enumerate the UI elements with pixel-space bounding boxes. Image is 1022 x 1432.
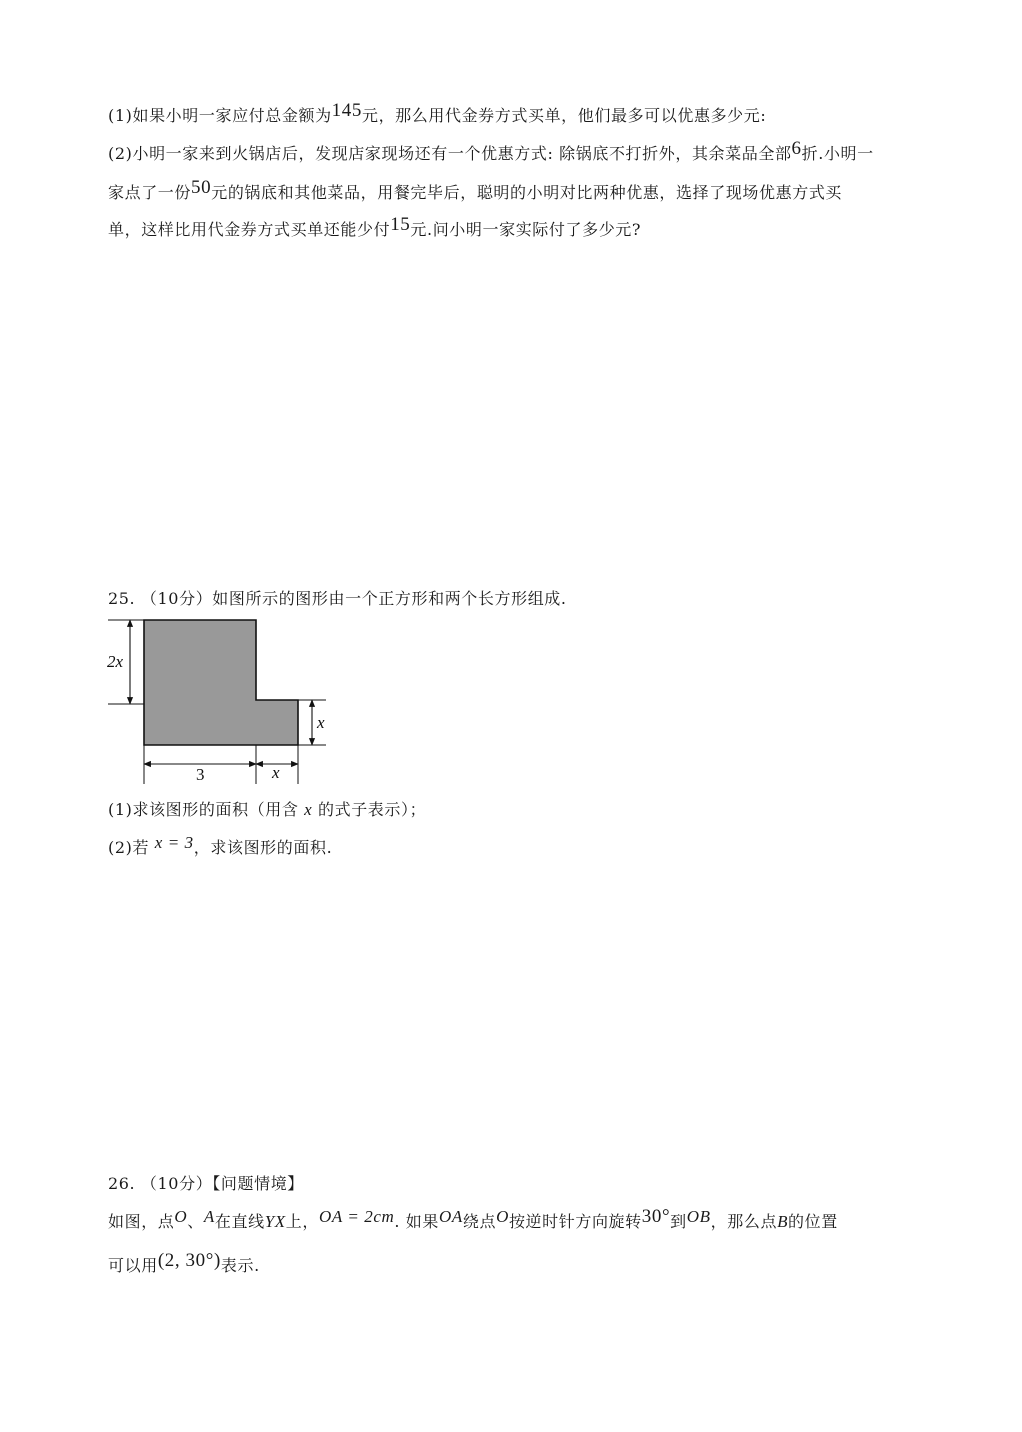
q26-point-b: B [777,1212,789,1231]
q24-part1 [108,100,767,128]
q24-part2-line1 [108,138,874,166]
q24-part2-line3-a: 单，这样比用代金券方式买单还能少付 [108,220,391,239]
q26-text-c: 上， [285,1212,319,1231]
q25-part1-var: x [304,800,313,819]
q24-discount-6: 6 [791,138,802,159]
q26-text-f: 按逆时针方向旋转 [508,1212,642,1231]
q26-line2-text-a: 可以用 [108,1256,158,1275]
q26-angle-30: 30° [641,1206,671,1227]
q24-part2-line2 [108,177,843,205]
q26-line1 [108,1206,838,1234]
q26-line-yx: YX [264,1212,286,1231]
q26-coordinate: (2, 30°) [157,1250,221,1271]
q25-header: 25. （10分）如图所示的图形由一个正方形和两个长方形组成. [108,589,567,608]
label-x-right: x [317,713,325,732]
q25-part2-text-a: (2)若 [108,838,155,857]
q25-part2-equation: x = 3 [154,833,194,852]
q26-text-g: 到 [670,1212,687,1231]
label-3: 3 [196,765,205,784]
q25-part2 [108,833,333,860]
q25-part1 [108,798,426,822]
q26-text-b: 在直线 [214,1212,265,1231]
q26-line2-text-b: 表示. [220,1256,260,1275]
q26-header: 26. （10分）【问题情境】 [108,1174,304,1193]
q26-line2 [108,1250,260,1278]
q26-segment-oa: OA [438,1207,463,1226]
q26-segment-ob: OB [686,1207,711,1226]
q24-part2-line2-b: 元的锅底和其他菜品，用餐完毕后，聪明的小明对比两种优惠，选择了现场优惠方式买 [211,183,843,202]
q24-amount-145: 145 [331,100,362,121]
q25-figure [106,612,336,792]
q26-text-h: ，那么点 [710,1212,778,1231]
q26-point-a: A [203,1207,215,1226]
q26-oa-length: OA = 2cm [318,1207,395,1226]
q24-save-15: 15 [390,214,411,235]
q24-part1-text-a: (1)如果小明一家应付总金额为 [108,106,332,125]
l-shape-region [144,620,298,745]
q26-point-o-2: O [496,1207,509,1226]
q26-text-i: 的位置 [788,1212,838,1231]
q24-part2-line2-a: 家点了一份 [108,183,192,202]
q25-part1-text-b: 的式子表示）； [312,800,427,819]
q24-part1-text-b: 元，那么用代金券方式买单，他们最多可以优惠多少元: [361,106,767,125]
q24-part2-line3-b: 元.问小明一家实际付了多少元? [410,220,642,239]
q26-text-a: 如图，点 [108,1212,175,1231]
q26-point-o: O [174,1207,188,1226]
q24-part2-line3 [108,214,642,242]
label-x-bottom: x [272,763,280,782]
q26-sep: 、 [187,1212,204,1231]
q24-part2-text-a: (2)小明一家来到火锅店后，发现店家现场还有一个优惠方式: 除锅底不打折外，其余菜品全部 [108,144,792,163]
q26-text-d: . 如果 [394,1212,439,1231]
q26-text-e: 绕点 [462,1212,497,1231]
q25-part2-text-b: ，求该图形的面积. [193,838,333,857]
q25-part1-text-a: (1)求该图形的面积（用含 [108,800,305,819]
label-2x: 2x [107,652,124,671]
q24-part2-text-b: 折.小明一 [801,144,874,163]
q24-hotpot-50: 50 [191,177,212,198]
